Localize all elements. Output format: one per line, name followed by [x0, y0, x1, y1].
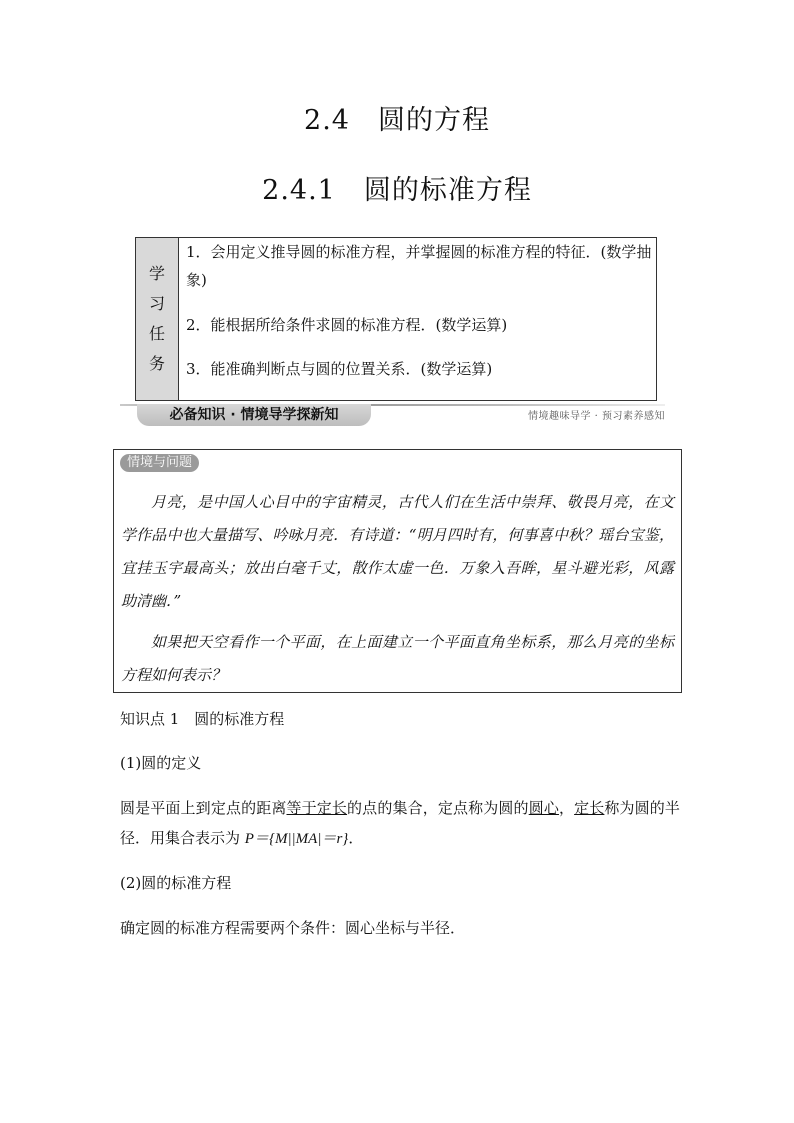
task-label-char: 务	[148, 354, 165, 373]
task-item: 2．能根据所给条件求圆的标准方程．(数学运算)	[186, 316, 508, 334]
section-banner-subtitle: 情境趣味导学 · 预习素养感知	[527, 411, 665, 422]
scenario-question: 如果把天空看作一个平面，在上面建立一个平面直角坐标系，那么月亮的坐标方程如何表示？	[121, 633, 674, 684]
scenario-text	[121, 486, 674, 692]
definition-text: 称为圆的半径．用集合表示为	[120, 799, 680, 847]
learning-tasks-table	[135, 237, 657, 401]
task-item: 1．会用定义推导圆的标准方程，并掌握圆的标准方程的特征．(数学抽象)	[186, 243, 652, 289]
scenario-paragraph: 月亮，是中国人心目中的宇宙精灵，古代人们在生活中崇拜、敬畏月亮，在文学作品中也大量描写、吟咏月亮．有诗道：“明月四时有，何事喜中秋？瑶台宝鉴，宜挂玉宇最高头；放出白毫千丈，散作太虚一色．万象入吾眸，星斗避光彩，风露助清幽．”	[121, 493, 674, 610]
equation-heading: (2)圆的标准方程	[120, 874, 232, 892]
scenario-tag: 情境与问题	[120, 454, 199, 472]
task-label-char: 习	[148, 294, 165, 313]
definition-paragraph	[120, 793, 680, 854]
blank-answer: 等于定长	[286, 799, 348, 817]
definition-text: ．	[348, 829, 364, 847]
knowledge-point-heading: 知识点 1 圆的标准方程	[120, 710, 285, 728]
blank-answer: 定长	[574, 799, 605, 817]
blank-answer: 圆心	[528, 799, 559, 817]
section-banner-title: 必备知识 · 情境导学探新知	[137, 404, 371, 426]
definition-text: 的点的集合，定点称为圆的	[347, 799, 529, 817]
task-label-char: 学	[148, 264, 165, 283]
section-title: 2.4 圆的方程	[304, 105, 490, 136]
scenario-box	[113, 449, 682, 693]
definition-text: 圆是平面上到定点的距离	[120, 799, 287, 817]
learning-tasks-label	[136, 238, 179, 400]
task-item: 3．能准确判断点与圆的位置关系．(数学运算)	[186, 360, 493, 378]
set-expression: P＝{M||MA|＝r}	[244, 831, 349, 847]
equation-paragraph: 确定圆的标准方程需要两个条件：圆心坐标与半径．	[120, 919, 466, 937]
definition-heading: (1)圆的定义	[120, 754, 202, 772]
definition-text: ，	[558, 799, 575, 817]
task-label-char: 任	[148, 324, 165, 343]
subsection-title: 2.4.1 圆的标准方程	[262, 175, 532, 206]
